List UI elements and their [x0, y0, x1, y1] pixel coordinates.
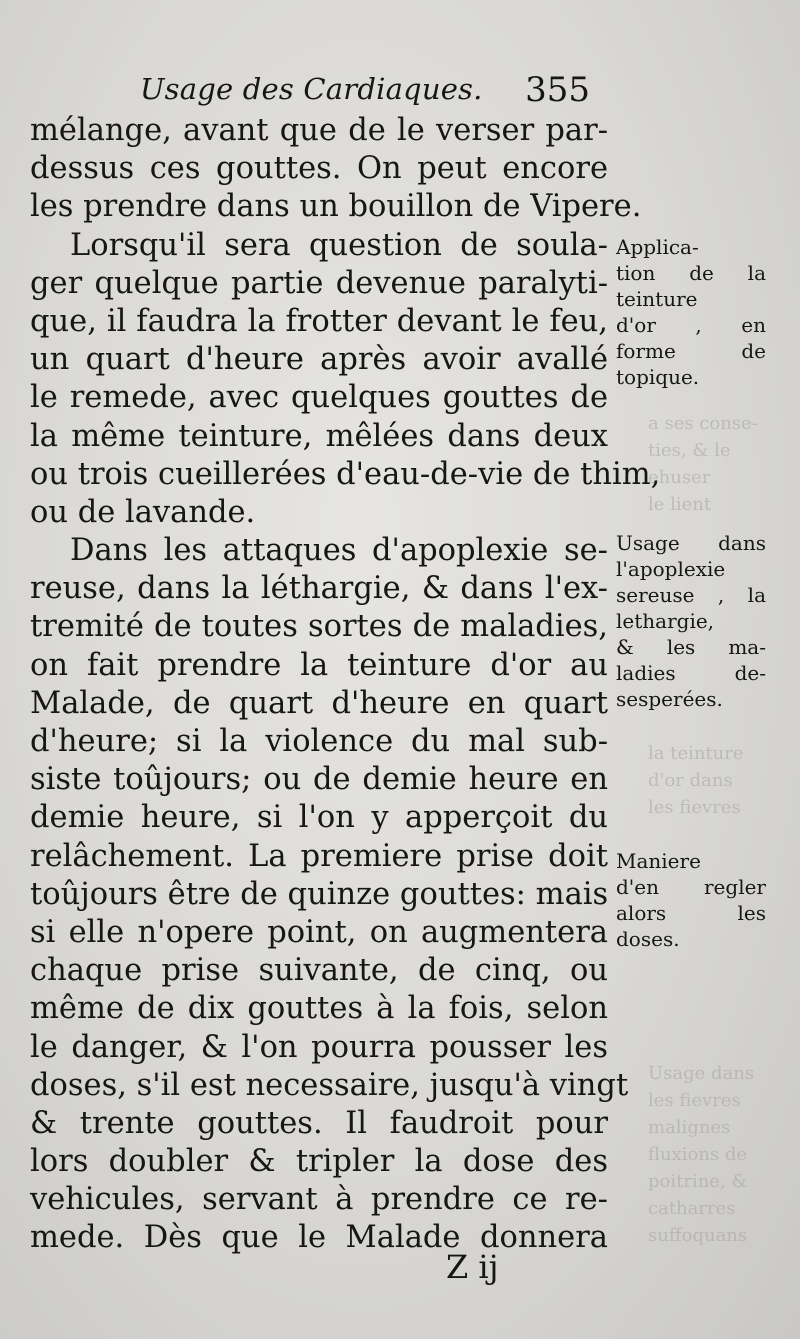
margin-note-line: d'en regler — [616, 875, 766, 899]
text-line: vehicules, servant à prendre ce re- — [30, 1182, 608, 1218]
margin-note-line: & les ma- — [616, 635, 766, 659]
text-line: mélange, avant que de le verser par- — [30, 113, 608, 148]
margin-note-line: teinture — [616, 287, 698, 311]
text-line: même de dix gouttes à la fois, selon — [30, 991, 608, 1027]
text-line: mede. Dès que le Malade donnera — [30, 1220, 608, 1256]
text-line: ou trois cueillerées d'eau-de-vie de thim, — [30, 456, 661, 492]
margin-note-line: tion de la — [616, 261, 766, 285]
text-line: doses, s'il est necessaire, jusqu'à vingt — [30, 1067, 629, 1103]
text-line: Malade, de quart d'heure en quart — [30, 685, 608, 721]
text-line: si elle n'opere point, on augmentera — [30, 914, 608, 950]
text-line: siste toûjours; ou de demie heure en — [30, 762, 608, 798]
text-line: chaque prise suivante, de cinq, ou — [30, 953, 608, 989]
margin-note-line: Applica- — [616, 235, 699, 259]
margin-note-line: ladies de- — [616, 661, 766, 685]
text-line: on fait prendre la teinture d'or au — [30, 647, 608, 683]
text-line: la même teinture, mêlées dans deux — [30, 418, 608, 454]
margin-note-line: Maniere — [616, 849, 701, 873]
margin-note-doses — [616, 848, 766, 952]
margin-note-line: topique. — [616, 365, 700, 389]
text-line: le danger, & l'on pourra pousser les — [30, 1029, 608, 1065]
margin-note-line: forme de — [616, 339, 766, 363]
text-line: relâchement. La premiere prise doit — [30, 838, 608, 874]
paragraph-start-line: Dans les attaques d'apoplexie se- — [70, 533, 608, 569]
margin-note-line: l'apoplexie — [616, 557, 726, 581]
text-line: tremité de toutes sortes de maladies, — [30, 609, 608, 645]
signature-mark: Z ij — [446, 1248, 499, 1286]
margin-note-line: doses. — [616, 927, 680, 951]
margin-note-line: alors les — [616, 901, 766, 925]
margin-note-line: lethargie, — [616, 609, 715, 633]
text-line: un quart d'heure après avoir avallé — [30, 342, 608, 378]
page-number: 355 — [525, 70, 590, 110]
text-line: reuse, dans la léthargie, & dans l'ex- — [30, 571, 608, 607]
margin-note-line: sesperées. — [616, 687, 723, 711]
text-line: ger quelque partie devenue paralyti- — [30, 265, 608, 301]
text-line: lors doubler & tripler la dose des — [30, 1144, 608, 1180]
margin-note-line: d'or , en — [616, 313, 766, 337]
bleed-through-text: Usage dans les fievres malignes fluxions de poitrine, & catharres suffoquans — [648, 1063, 755, 1246]
text-line: toûjours être de quinze gouttes: mais — [30, 876, 609, 912]
margin-note-apoplexie — [616, 530, 766, 712]
text-line: que, il faudra la frotter devant le feu, — [30, 303, 608, 339]
text-line: le remede, avec quelques gouttes de — [30, 380, 608, 416]
bleed-through-text: a ses conse- ties, & le ehuser le lient — [648, 413, 758, 515]
margin-note-topique — [616, 234, 766, 390]
paragraph-start-line: Lorsqu'il sera question de soula- — [70, 227, 608, 263]
text-line: demie heure, si l'on y apperçoit du — [30, 800, 608, 836]
margin-note-line: Usage dans — [616, 531, 766, 555]
text-line: ou de lavande. — [30, 494, 256, 530]
margin-note-line: sereuse , la — [616, 583, 766, 607]
text-line: dessus ces gouttes. On peut encore — [30, 151, 608, 187]
text-line: & trente gouttes. Il faudroit pour — [30, 1105, 608, 1141]
bleed-through-text: la teinture d'or dans les fievres — [648, 743, 744, 818]
running-title: Usage des Cardiaques. — [140, 72, 483, 106]
text-line: d'heure; si la violence du mal sub- — [30, 724, 608, 759]
text-line: les prendre dans un bouillon de Vipere. — [30, 189, 642, 225]
